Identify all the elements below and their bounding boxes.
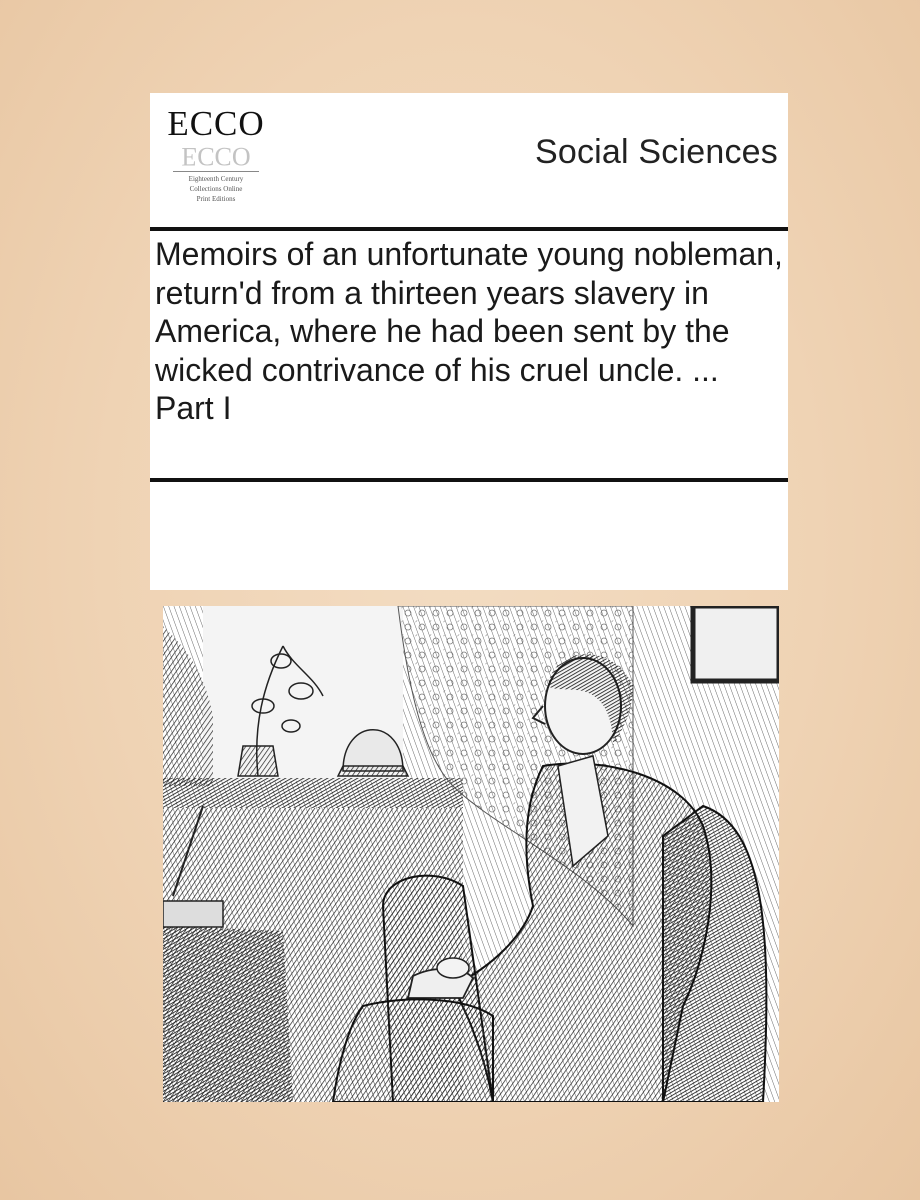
- bottom-divider: [150, 478, 788, 482]
- logo-caption-line-3: Print Editions: [196, 195, 236, 203]
- engraving-image: [163, 606, 779, 1102]
- picture-frame: [693, 606, 779, 681]
- logo-caption-line-2: Collections Online: [189, 185, 243, 193]
- top-divider: [150, 227, 788, 231]
- title-panel: [150, 93, 788, 590]
- logo-wordmark: ECCO: [167, 104, 265, 143]
- ecco-logo: [164, 103, 268, 213]
- books-on-table: [163, 901, 223, 927]
- window-sill: [163, 778, 463, 808]
- cover-illustration: [163, 606, 779, 1102]
- logo-caption-line-1: Eighteenth Century: [188, 175, 244, 183]
- logo-wordmark-reflection: ECCO: [181, 142, 251, 171]
- logo-divider: [173, 171, 259, 172]
- book-title: Memoirs of an unfortunate young nobleman, return'd from a thirteen years slavery in America, where he had been sent by the wicked contrivance of his cruel uncle. ... Part I: [155, 236, 783, 426]
- category-label: Social Sciences: [534, 133, 778, 171]
- side-table: [163, 926, 293, 1102]
